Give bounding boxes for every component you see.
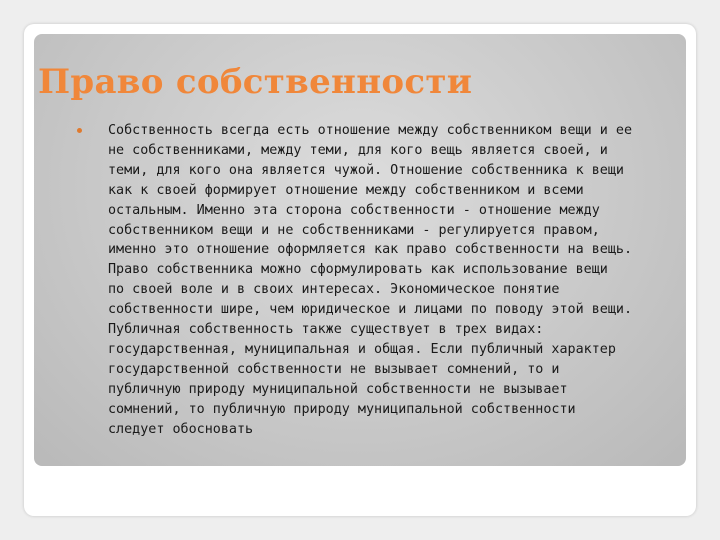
bullet-text-line: собственником вещи и не собственниками - регулируется правом, xyxy=(108,222,600,238)
bullet-text-line: теми, для кого она является чужой. Отношение собственника к вещи xyxy=(108,162,624,178)
bullet-text-line: государственной собственности не вызывает сомнений, то и xyxy=(108,361,560,377)
bullet-text-line: Собственность всегда есть отношение между собственником вещи и ее xyxy=(108,123,633,138)
bullet-text-line: собственности шире, чем юридическое и лицами по поводу этой вещи. xyxy=(108,302,633,318)
bullet-list xyxy=(77,121,677,440)
bullet-text-line: следует обосновать xyxy=(108,421,254,437)
slide-frame xyxy=(24,24,696,516)
bullet-item xyxy=(77,121,677,440)
bullet-text-line: государственная, муниципальная и общая. Если публичный характер xyxy=(108,341,616,357)
bullet-text-line: по своей воле и в своих интересах. Экономическое понятие xyxy=(108,282,560,298)
bullet-text-line: Право собственника можно сформулировать как использование вещи xyxy=(108,262,608,278)
bullet-text-line: остальным. Именно эта сторона собственности - отношение между xyxy=(108,202,600,218)
content-panel xyxy=(34,34,686,466)
bullet-text-line: Публичная собственность также существует в трех видах: xyxy=(108,322,544,338)
bullet-text-line: сомнений, то публичную природу муниципальной собственности xyxy=(108,401,576,417)
bullet-marker xyxy=(77,128,82,133)
bullet-text-line: как к своей формирует отношение между собственником и всеми xyxy=(108,182,584,198)
bullet-text-line: публичную природу муниципальной собственности не вызывает xyxy=(108,381,568,397)
slide-title: Право собственности xyxy=(38,62,473,102)
bullet-text-line: не собственниками, между теми, для кого вещь является своей, и xyxy=(108,142,608,158)
bullet-text-line: именно это отношение оформляется как право собственности на вещь. xyxy=(108,242,633,258)
